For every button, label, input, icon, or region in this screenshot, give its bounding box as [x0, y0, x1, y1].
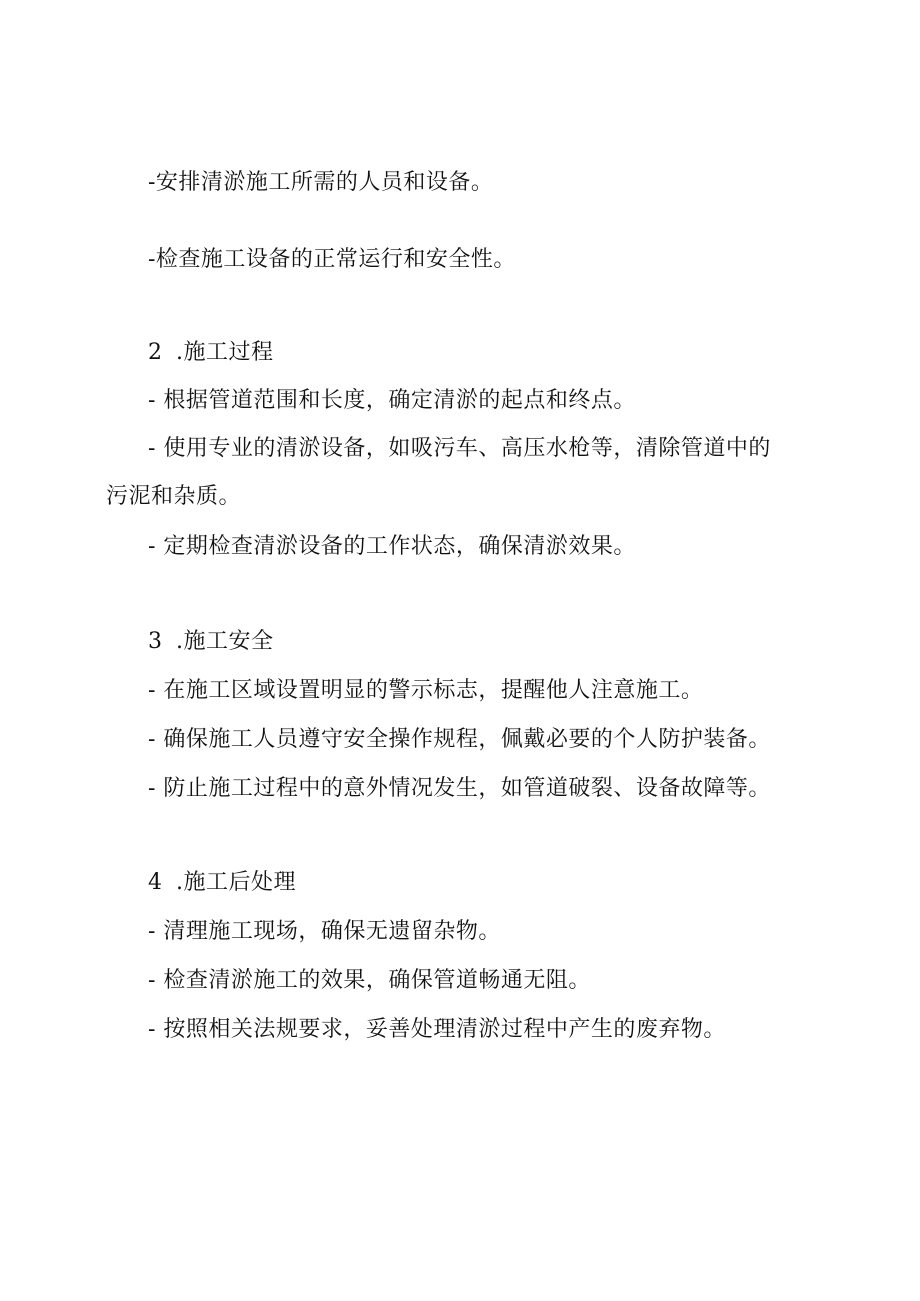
list-item: - 在施工区域设置明显的警示标志，提醒他人注意施工。 [148, 678, 704, 703]
list-item: - 防止施工过程中的意外情况发生，如管道破裂、设备故障等。 [148, 776, 771, 801]
section-number: 3 [148, 629, 163, 654]
section-title: .施工后处理 [176, 870, 296, 895]
section-heading-4 [148, 868, 296, 898]
section-heading-3 [148, 627, 274, 657]
intro-line-1: -安排清淤施工所需的人员和设备。 [148, 170, 494, 195]
list-item: - 定期检查清淤设备的工作状态，确保清淤效果。 [148, 534, 636, 559]
list-item: - 按照相关法规要求，妥善处理清淤过程中产生的废弃物。 [148, 1017, 726, 1042]
list-item-continuation: 污泥和杂质。 [106, 484, 242, 509]
list-item: - 清理施工现场，确保无遗留杂物。 [148, 919, 501, 944]
list-item: - 确保施工人员遵守安全操作规程，佩戴必要的个人防护装备。 [148, 727, 771, 752]
section-heading-2 [148, 338, 274, 368]
section-title: .施工过程 [176, 340, 274, 365]
intro-line-2: -检查施工设备的正常运行和安全性。 [148, 247, 516, 272]
section-number: 4 [148, 870, 163, 895]
section-title: .施工安全 [176, 629, 274, 654]
list-item: - 检查清淤施工的效果，确保管道畅通无阻。 [148, 968, 591, 993]
section-number: 2 [148, 340, 163, 365]
list-item: - 根据管道范围和长度，确定清淤的起点和终点。 [148, 388, 636, 413]
list-item: - 使用专业的清淤设备，如吸污车、高压水枪等，清除管道中的 [148, 436, 771, 461]
